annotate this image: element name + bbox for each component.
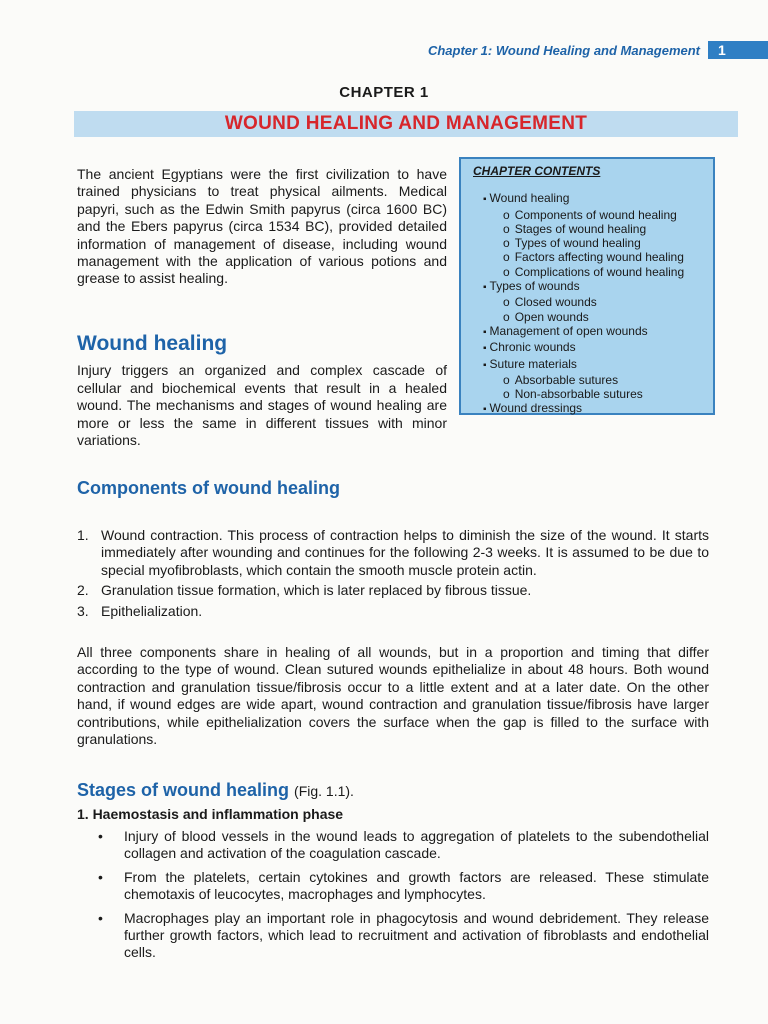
contents-item: o Stages of wound healing xyxy=(473,222,703,236)
contents-item: ▪ Suture materials xyxy=(473,357,703,373)
chapter-label: CHAPTER 1 xyxy=(339,84,429,101)
chapter-contents-list xyxy=(473,191,703,417)
components-heading: Components of wound healing xyxy=(77,478,340,498)
components-paragraph: All three components share in healing of all wounds, but in a proportion and timing that differ according to the type of wound. Clean sutured wounds epithelialize in about 48 hours. Both wound contraction and granulation tissue/fibrosis occur to a little extent and at a later date. On the other hand, if wound edges are wide apart, wound contraction and granulation tissue/fibrosis have larger contributions, while epithelialization covers the surface when the gap is filled to the surface with granulations. xyxy=(77,644,709,748)
contents-item: o Non-absorbable sutures xyxy=(473,387,703,401)
chapter-title-bar xyxy=(74,111,738,137)
list-item-number: 1. xyxy=(77,527,89,543)
contents-item: o Closed wounds xyxy=(473,295,703,309)
list-item-text: Epithelialization. xyxy=(101,602,203,619)
figure-reference: (Fig. 1.1). xyxy=(294,783,354,799)
bullet-item xyxy=(98,910,709,962)
contents-item: o Components of wound healing xyxy=(473,208,703,222)
list-item xyxy=(77,527,709,579)
bullet-item xyxy=(98,828,709,863)
contents-item: ▪ Wound dressings xyxy=(473,401,703,417)
list-item-text: Wound contraction. This process of contraction helps to diminish the size of the wound. It starts immediately after wounding and continues for the following 2-3 weeks. It is assumed to be due to special myofibroblasts, which contain the smooth muscle protein actin. xyxy=(101,527,709,578)
bullet-item xyxy=(98,869,709,904)
wound-healing-paragraph: Injury triggers an organized and complex cascade of cellular and biochemical events that result in a healed wound. The mechanisms and stages of wound healing are more or less the same in different tissues with minor variations. xyxy=(77,362,447,449)
contents-item: ▪ Types of wounds xyxy=(473,279,703,295)
list-item xyxy=(77,582,709,599)
chapter-contents-title: CHAPTER CONTENTS xyxy=(473,164,601,178)
wound-healing-heading: Wound healing xyxy=(77,332,228,355)
bullet-text: Injury of blood vessels in the wound leads to aggregation of platelets to the subendothelial collagen and activation of the coagulation cascade. xyxy=(124,828,709,862)
contents-item: o Types of wound healing xyxy=(473,236,703,250)
contents-item: ▪ Wound healing xyxy=(473,191,703,207)
contents-item: o Factors affecting wound healing xyxy=(473,250,703,264)
phase-bullets xyxy=(98,828,709,968)
list-item xyxy=(77,603,709,620)
contents-item: o Complications of wound healing xyxy=(473,265,703,279)
running-head xyxy=(428,40,768,60)
bullet-text: Macrophages play an important role in phagocytosis and wound debridement. They release further growth factors, which lead to recruitment and activation of fibroblasts and endothelial cells. xyxy=(124,909,709,961)
list-item-number: 3. xyxy=(77,602,89,619)
stages-heading xyxy=(77,780,354,801)
chapter-title: WOUND HEALING AND MANAGEMENT xyxy=(224,113,588,134)
contents-item: ▪ Chronic wounds xyxy=(473,340,703,356)
list-item-number: 2. xyxy=(77,582,89,599)
intro-paragraph: The ancient Egyptians were the first civilization to have trained physicians to treat physical ailments. Medical papyri, such as the Edwin Smith papyrus (circa 1600 BC) and the Ebers papyrus (circa 1534 BC), provided detailed information of management of disease, including wound management with the application of various potions and grease to assist healing. xyxy=(77,166,447,287)
contents-item: o Absorbable sutures xyxy=(473,373,703,387)
page-number: 1 xyxy=(708,41,768,59)
list-item-text: Granulation tissue formation, which is later replaced by fibrous tissue. xyxy=(101,582,532,599)
stages-heading-text: Stages of wound healing xyxy=(77,780,290,800)
contents-item: o Open wounds xyxy=(473,310,703,324)
bullet-text: From the platelets, certain cytokines and growth factors are released. These stimulate chemotaxis of leucocytes, macrophages and lymphocytes. xyxy=(124,868,709,903)
phase-title: 1. Haemostasis and inflammation phase xyxy=(77,806,344,822)
bullet-icon: • xyxy=(98,868,103,885)
running-head-title: Chapter 1: Wound Healing and Management xyxy=(427,42,700,58)
chapter-contents-box xyxy=(459,157,715,415)
components-list xyxy=(77,527,709,623)
contents-item: ▪ Management of open wounds xyxy=(473,324,703,340)
bullet-icon: • xyxy=(98,828,103,844)
bullet-icon: • xyxy=(98,909,103,926)
